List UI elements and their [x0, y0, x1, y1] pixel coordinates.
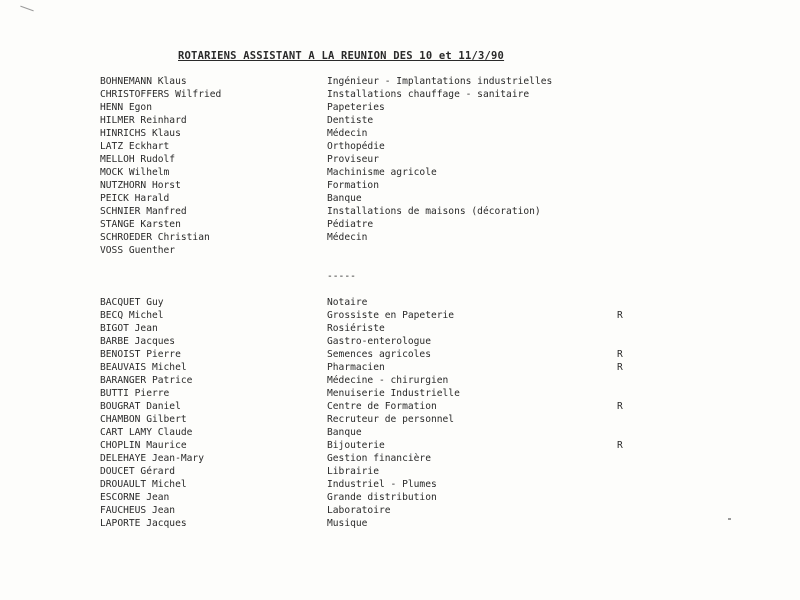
attendee-name: LAPORTE Jacques	[100, 518, 187, 529]
attendee-row	[100, 465, 660, 478]
attendee-mark: R	[617, 401, 623, 412]
attendee-mark	[617, 101, 637, 114]
attendee-name: MOCK Wilhelm	[100, 167, 170, 178]
attendee-mark	[617, 205, 637, 218]
attendee-profession: Pharmacien	[327, 362, 385, 373]
attendee-row	[100, 491, 660, 504]
attendee-mark	[617, 218, 637, 231]
attendee-profession: Dentiste	[327, 115, 374, 126]
attendee-row	[100, 127, 660, 140]
attendee-profession: Proviseur	[327, 154, 379, 165]
attendee-row	[100, 179, 660, 192]
attendee-name: HILMER Reinhard	[100, 115, 187, 126]
attendee-name: BACQUET Guy	[100, 297, 164, 308]
attendee-mark: R	[617, 310, 623, 321]
attendee-mark	[617, 153, 637, 166]
attendee-row	[100, 244, 660, 257]
german-attendees	[100, 75, 660, 257]
attendee-name: CART LAMY Claude	[100, 427, 193, 438]
attendee-profession: Orthopédie	[327, 141, 385, 152]
attendee-row	[100, 439, 660, 452]
attendee-name: PEICK Harald	[100, 193, 170, 204]
attendee-name: ESCORNE Jean	[100, 492, 170, 503]
attendee-name: BARANGER Patrice	[100, 375, 193, 386]
attendee-row	[100, 153, 660, 166]
attendee-profession: Ingénieur - Implantations industrielles	[327, 76, 553, 87]
attendee-row	[100, 374, 660, 387]
attendee-profession: Formation	[327, 180, 379, 191]
attendee-profession: Bijouterie	[327, 440, 385, 451]
attendee-name: BECQ Michel	[100, 310, 164, 321]
attendee-name: FAUCHEUS Jean	[100, 505, 176, 516]
attendee-row	[100, 413, 660, 426]
attendee-mark	[617, 387, 637, 400]
attendee-name: MELLOH Rudolf	[100, 154, 176, 165]
attendee-row	[100, 322, 660, 335]
attendee-mark	[617, 296, 637, 309]
attendee-profession: Installations de maisons (décoration)	[327, 206, 541, 217]
attendee-row	[100, 231, 660, 244]
attendee-row	[100, 140, 660, 153]
attendee-row	[100, 75, 660, 88]
attendee-profession: Laboratoire	[327, 505, 391, 516]
document-title: ROTARIENS ASSISTANT A LA REUNION DES 10 et 11/3/90	[178, 50, 505, 62]
attendee-profession: Librairie	[327, 466, 379, 477]
attendee-mark: R	[617, 362, 623, 373]
attendee-profession: Médecine - chirurgien	[327, 375, 449, 386]
attendee-row	[100, 348, 660, 361]
attendee-mark	[617, 231, 637, 244]
attendee-profession: Médecin	[327, 128, 368, 139]
attendee-profession: Banque	[327, 427, 362, 438]
attendee-mark	[617, 127, 637, 140]
attendee-mark	[617, 140, 637, 153]
attendee-mark	[617, 114, 637, 127]
attendee-name: HENN Egon	[100, 102, 152, 113]
attendee-mark	[617, 374, 637, 387]
french-attendees	[100, 296, 660, 530]
attendee-name: DROUAULT Michel	[100, 479, 187, 490]
attendee-profession: Installations chauffage - sanitaire	[327, 89, 530, 100]
attendee-name: DELEHAYE Jean-Mary	[100, 453, 204, 464]
attendee-name: CHOPLIN Maurice	[100, 440, 187, 451]
attendee-profession: Gastro-enterologue	[327, 336, 431, 347]
attendee-profession: Musique	[327, 518, 368, 529]
attendee-name: BUTTI Pierre	[100, 388, 170, 399]
attendee-profession	[327, 244, 617, 257]
attendee-name: BOHNEMANN Klaus	[100, 76, 187, 87]
attendee-profession: Semences agricoles	[327, 349, 431, 360]
attendee-name: BIGOT Jean	[100, 323, 158, 334]
attendee-mark	[617, 88, 637, 101]
attendee-profession: Grossiste en Papeterie	[327, 310, 455, 321]
attendee-name: VOSS Guenther	[100, 245, 176, 256]
attendee-mark	[617, 517, 637, 530]
attendee-name: STANGE Karsten	[100, 219, 181, 230]
attendee-row	[100, 517, 660, 530]
attendee-name: NUTZHORN Horst	[100, 180, 181, 191]
attendee-row	[100, 478, 660, 491]
attendee-name: BARBE Jacques	[100, 336, 176, 347]
attendee-mark	[617, 335, 637, 348]
attendee-row	[100, 309, 660, 322]
attendee-mark	[617, 179, 637, 192]
attendee-name: BEAUVAIS Michel	[100, 362, 187, 373]
attendee-row	[100, 192, 660, 205]
attendee-mark	[617, 192, 637, 205]
attendee-mark: R	[617, 349, 623, 360]
attendee-mark	[617, 166, 637, 179]
section-gap	[100, 283, 660, 296]
attendee-row	[100, 114, 660, 127]
attendee-mark	[617, 478, 637, 491]
attendee-profession: Grande distribution	[327, 492, 437, 503]
scan-mark	[20, 6, 33, 12]
attendee-mark	[617, 452, 637, 465]
attendee-row	[100, 205, 660, 218]
attendee-row	[100, 218, 660, 231]
scan-mark	[728, 518, 731, 520]
attendee-row	[100, 504, 660, 517]
attendee-row	[100, 166, 660, 179]
attendee-mark	[617, 426, 637, 439]
attendee-profession: Notaire	[327, 297, 368, 308]
attendee-mark	[617, 75, 637, 88]
attendee-profession: Industriel - Plumes	[327, 479, 437, 490]
attendee-name: DOUCET Gérard	[100, 466, 176, 477]
attendee-mark	[617, 244, 637, 257]
attendee-name: CHAMBON Gilbert	[100, 414, 187, 425]
attendee-profession: Machinisme agricole	[327, 167, 437, 178]
attendee-row	[100, 426, 660, 439]
attendee-profession: Gestion financière	[327, 453, 431, 464]
attendee-name: BENOIST Pierre	[100, 349, 181, 360]
attendee-row	[100, 361, 660, 374]
attendee-mark	[617, 504, 637, 517]
attendee-profession: Rosiériste	[327, 323, 385, 334]
attendee-profession: Recruteur de personnel	[327, 414, 455, 425]
attendee-name: BOUGRAT Daniel	[100, 401, 181, 412]
section-separator: -----	[327, 271, 356, 282]
attendee-name: SCHNIER Manfred	[100, 206, 187, 217]
attendee-row	[100, 452, 660, 465]
attendee-profession: Médecin	[327, 232, 368, 243]
attendee-row	[100, 400, 660, 413]
attendee-name: HINRICHS Klaus	[100, 128, 181, 139]
attendee-mark	[617, 322, 637, 335]
attendee-row	[100, 101, 660, 114]
attendee-name: LATZ Eckhart	[100, 141, 170, 152]
attendee-profession: Papeteries	[327, 102, 385, 113]
attendee-row	[100, 88, 660, 101]
attendee-profession: Menuiserie Industrielle	[327, 388, 460, 399]
attendee-row	[100, 387, 660, 400]
attendee-row	[100, 296, 660, 309]
attendee-mark	[617, 491, 637, 504]
attendee-name: SCHROEDER Christian	[100, 232, 210, 243]
attendee-profession: Centre de Formation	[327, 401, 437, 412]
attendee-profession: Banque	[327, 193, 362, 204]
attendee-profession: Pédiatre	[327, 219, 374, 230]
attendee-mark	[617, 465, 637, 478]
attendee-name: CHRISTOFFERS Wilfried	[100, 89, 222, 100]
attendee-list	[100, 75, 660, 530]
attendee-mark: R	[617, 440, 623, 451]
attendee-row	[100, 335, 660, 348]
attendee-mark	[617, 413, 637, 426]
